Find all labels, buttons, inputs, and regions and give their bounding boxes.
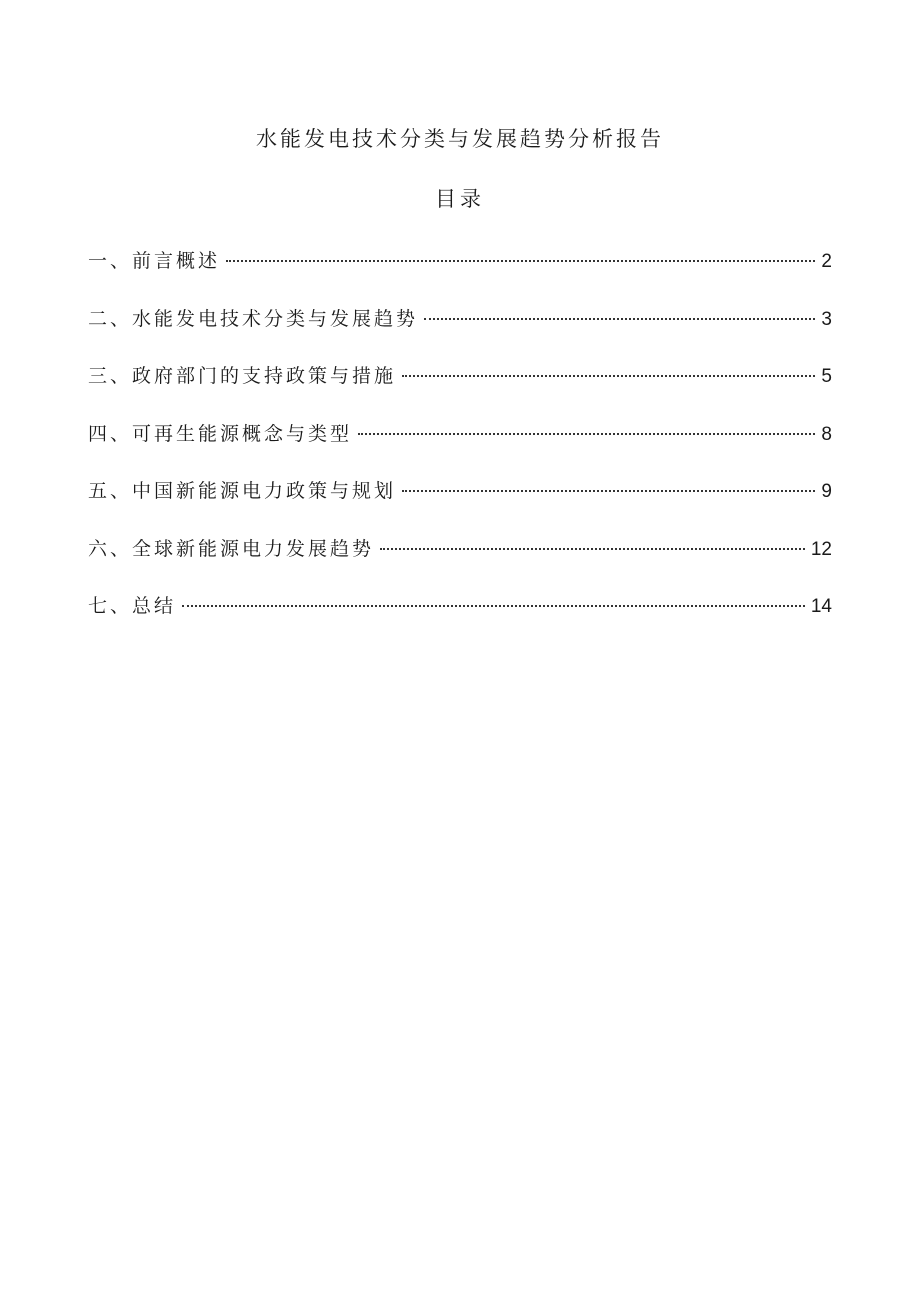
toc-dot-leader: [424, 318, 815, 320]
toc-entry-page: 5: [821, 366, 832, 387]
toc-entry-label: 一、前言概述: [88, 250, 221, 272]
toc-entry[interactable]: [88, 591, 832, 649]
toc-entry-label: 六、全球新能源电力发展趋势: [88, 537, 375, 560]
toc-entry-label: 四、可再生能源概念与类型: [88, 422, 353, 445]
toc-dot-leader: [402, 490, 815, 492]
toc-entry[interactable]: [88, 419, 832, 477]
toc-entry[interactable]: [88, 476, 832, 534]
toc-dot-leader: [182, 605, 805, 607]
toc-heading: 目录: [435, 187, 485, 211]
toc-entry-page: 9: [821, 481, 832, 502]
toc-entry[interactable]: [88, 361, 832, 419]
toc-entry[interactable]: [88, 534, 832, 592]
toc-entry-label: 二、水能发电技术分类与发展趋势: [88, 307, 419, 330]
toc-dot-leader: [358, 433, 815, 435]
toc-entry[interactable]: [88, 304, 832, 362]
toc-entry-label: 三、政府部门的支持政策与措施: [88, 365, 397, 387]
toc-dot-leader: [226, 260, 815, 262]
document-title: 水能发电技术分类与发展趋势分析报告: [256, 127, 664, 151]
toc-entry-page: 14: [810, 596, 832, 617]
toc-entry-page: 3: [821, 308, 832, 330]
toc-dot-leader: [380, 548, 805, 550]
toc-entry-label: 五、中国新能源电力政策与规划: [88, 480, 397, 502]
toc-entry-page: 8: [821, 423, 832, 445]
table-of-contents: [88, 246, 832, 649]
toc-entry-label: 七、总结: [88, 595, 177, 617]
toc-dot-leader: [402, 375, 815, 377]
toc-entry-page: 2: [821, 251, 832, 272]
toc-entry[interactable]: [88, 246, 832, 304]
toc-entry-page: 12: [810, 538, 832, 560]
